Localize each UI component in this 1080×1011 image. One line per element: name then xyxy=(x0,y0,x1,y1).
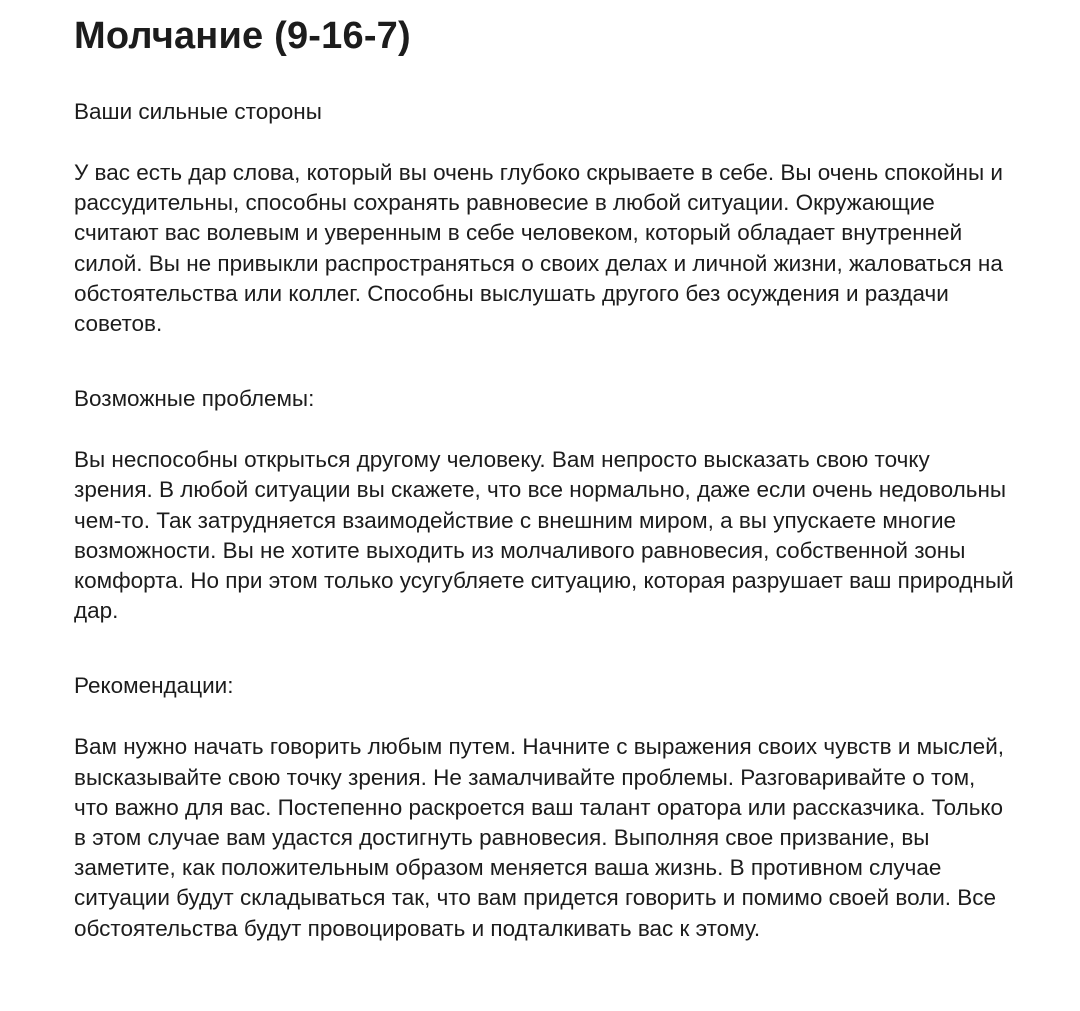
section-heading-recommendations: Рекомендации: xyxy=(74,673,234,699)
section-recommendations xyxy=(74,671,1014,943)
section-text-recommendations: Вам нужно начать говорить любым путем. Начните с выражения своих чувств и мыслей, высказывайте свою точку зрения. Не замалчивайте проблемы. Разговаривайте о том, что важно для вас. Постепенно раскроется ваш талант оратора или рассказчика. Только в этом случае вам удастся достигнуть равновесия. Выполняя свое призвание, вы заметите, как положительным образом меняется ваша жизнь. В противном случае ситуации будут складываться так, что вам придется говорить и помимо своей воли. Все обстоятельства будут провоцировать и подталкивать вас к этому. xyxy=(74,734,1005,941)
section-heading-problems: Возможные проблемы: xyxy=(74,386,315,412)
section-strengths xyxy=(74,97,1014,339)
section-text-strengths: У вас есть дар слова, который вы очень глубоко скрываете в себе. Вы очень спокойны и рассудительны, способны сохранять равновесие в любой ситуации. Окружающие считают вас волевым и уверенным в себе человеком, который обладает внутренней силой. Вы не привыкли распространяться о своих делах и личной жизни, жаловаться на обстоятельства или коллег. Способны выслушать другого без осуждения и раздачи советов. xyxy=(74,160,1003,337)
section-heading-strengths: Ваши сильные стороны xyxy=(74,99,322,124)
section-text-problems: Вы неспособны открыться другому человеку. Вам непросто высказать свою точку зрения. В любой ситуации вы скажете, что все нормально, даже если очень недовольны чем-то. Так затрудняется взаимодействие с внешним миром, а вы упускаете многие возможности. Вы не хотите выходить из молчаливого равновесия, собственной зоны комфорта. Но при этом только усугубляете ситуацию, которая разрушает ваш природный дар. xyxy=(74,447,1014,624)
section-problems xyxy=(74,384,1014,626)
page-title: Молчание (9-16-7) xyxy=(74,15,411,57)
document-page xyxy=(74,0,1014,944)
